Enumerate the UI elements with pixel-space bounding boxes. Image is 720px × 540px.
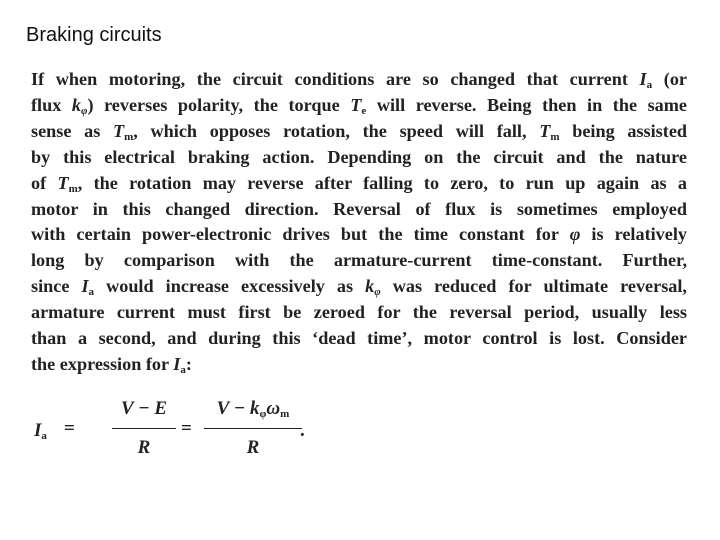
equation-period: . bbox=[300, 420, 305, 441]
equals-sign: = bbox=[181, 418, 192, 439]
fraction-denominator: R bbox=[246, 437, 260, 458]
text-line: than a second, and during this ‘dead time’, motor control is lost. Consider bbox=[31, 328, 687, 349]
equals-sign: = bbox=[64, 418, 75, 439]
text-line: flux $k_\varphi$) reverses polarity, the torque $T_e$ will reverse. Being then in the same bbox=[31, 94, 687, 117]
text-line: long by comparison with the armature-current time-constant. Further, bbox=[31, 250, 687, 271]
fraction-v-minus-e bbox=[112, 398, 176, 459]
body-paragraph bbox=[31, 67, 687, 378]
fraction-denominator: R bbox=[137, 437, 151, 458]
fraction-numerator: V − E bbox=[120, 398, 167, 419]
fraction-v-minus-k-omega bbox=[204, 398, 302, 459]
text-line: of $T_m$, the rotation may reverse after falling to zero, to run up again as a bbox=[31, 172, 687, 195]
text-line: motor in this changed direction. Reversal of flux is sometimes employed bbox=[31, 198, 687, 219]
slide-title: Braking circuits bbox=[26, 24, 162, 46]
text-line: sense as $T_m$, which opposes rotation, the speed will fall, $T_m$ being assisted bbox=[31, 120, 688, 143]
fraction-bar bbox=[204, 428, 302, 429]
text-line: the expression for $I_a$: bbox=[31, 353, 192, 376]
text-line: by this electrical braking action. Depending on the circuit and the nature bbox=[31, 146, 687, 167]
text-line: armature current must first be zeroed for the reversal period, usually less bbox=[31, 302, 687, 323]
equation-lhs: $I_a$ bbox=[34, 420, 47, 442]
text-line: If when motoring, the circuit conditions are so changed that current $I_a$ (or bbox=[31, 69, 687, 91]
text-line: with certain power-electronic drives but the time constant for φ is relatively bbox=[31, 224, 687, 245]
fraction-bar bbox=[112, 428, 176, 429]
fraction-numerator: $V - k_\varphi\omega_m$ bbox=[216, 398, 290, 420]
text-line: since $I_a$ would increase excessively as $k_\varphi$ was reduced for ultimate reversal, bbox=[31, 276, 687, 299]
